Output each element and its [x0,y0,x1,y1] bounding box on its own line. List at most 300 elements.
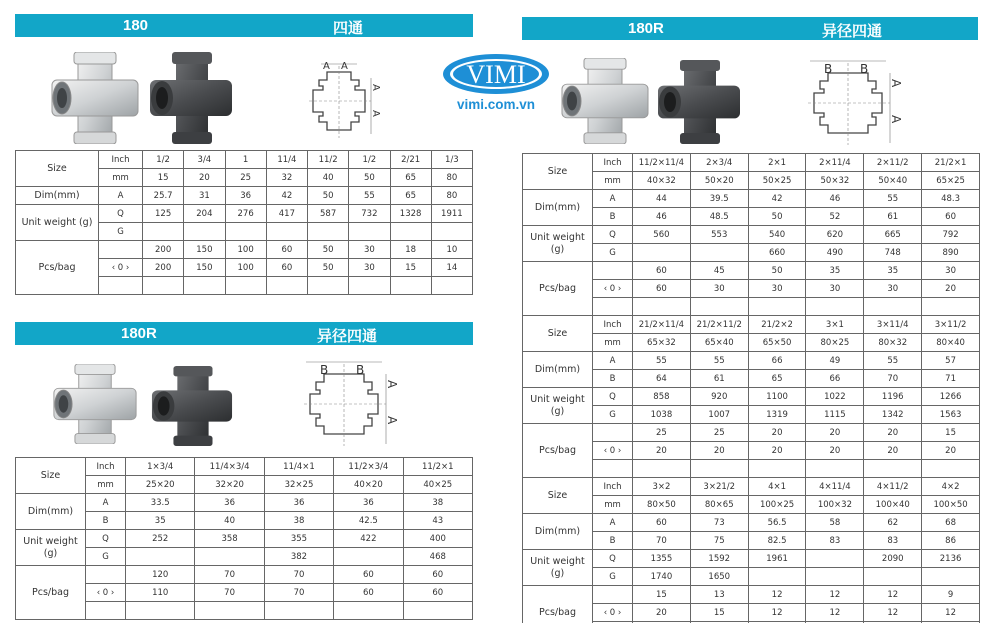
row-weight-q [16,205,473,223]
cell [195,602,264,620]
cell: 748 [864,244,922,262]
cell: 20 [748,442,806,460]
cell: 86 [922,532,980,550]
cell: 40×32 [633,172,691,190]
cell [195,548,264,566]
cell: 858 [633,388,691,406]
pcs-sub-3 [593,298,633,316]
cell: 50 [308,259,349,277]
pcs-sub-3 [99,277,143,295]
cell: 3×11/4 [864,316,922,334]
cell: 80×25 [806,334,864,352]
cell: 46 [806,190,864,208]
cell [349,277,390,295]
cell [266,277,307,295]
cell [390,277,431,295]
cell: 2×11/2 [864,154,922,172]
cell: 30 [806,280,864,298]
cell: 50 [308,187,349,205]
cell [126,602,195,620]
cell: 43 [403,512,472,530]
cell: 39.5 [690,190,748,208]
cell: 33.5 [126,494,195,512]
size-label: Size [523,154,593,190]
weight-label: Unit weight (g) [523,550,593,586]
cell: 20 [922,442,980,460]
cell: 100×25 [748,496,806,514]
cell: 83 [864,532,922,550]
cell: 52 [806,208,864,226]
cell: 382 [264,548,333,566]
cell: 50×20 [690,172,748,190]
cell: 4×11/2 [864,478,922,496]
pcs-label: Pcs/bag [523,262,593,316]
b-label: B [593,208,633,226]
cell: 55 [864,352,922,370]
cell [690,298,748,316]
cell: 3×2 [633,478,691,496]
weight-label: Unit weight (g) [16,530,86,566]
row-inch [523,478,980,496]
black-iron-cross-fitting-photo [656,60,742,144]
cell: 12 [748,586,806,604]
cell: 587 [308,205,349,223]
cell [184,223,225,241]
cell: 55 [690,352,748,370]
cell: 15 [690,604,748,622]
cell: 80×40 [922,334,980,352]
cell: 422 [334,530,403,548]
cell: 70 [195,566,264,584]
cell: 1 [225,151,266,169]
cell: 11/4 [266,151,307,169]
row-inch [16,151,473,169]
a-label: A [593,514,633,532]
svg-text:B: B [824,62,833,76]
cell: 60 [403,566,472,584]
spec-table-180r-right [522,153,980,623]
cell [633,244,691,262]
a-label: A [593,352,633,370]
cell: 65 [748,370,806,388]
cell: 30 [349,241,390,259]
row-pcs-1 [523,262,980,280]
cell: 12 [806,586,864,604]
cell: 55 [349,187,390,205]
cell: 49 [806,352,864,370]
svg-text:A: A [385,380,399,389]
section-code: 180R [628,20,664,37]
cell: 12 [806,604,864,622]
cell: 32×20 [195,476,264,494]
galvanized-cross-fitting-photo [560,58,650,144]
cell: 20 [806,424,864,442]
pcs-sub-1 [593,424,633,442]
q-label: Q [86,530,126,548]
cell: 1022 [806,388,864,406]
vimi-logo [440,52,552,114]
row-dim-a [16,187,473,205]
cell: 36 [334,494,403,512]
cell: 11/4×1 [264,458,333,476]
cell: 2×3/4 [690,154,748,172]
cell: 1115 [806,406,864,424]
cell [184,277,225,295]
size-label: Size [16,458,86,494]
cell: 61 [864,208,922,226]
cell: 11/4×3/4 [195,458,264,476]
pcs-label: Pcs/bag [523,586,593,623]
row-inch [523,316,980,334]
cell: 11/2×3/4 [334,458,403,476]
cell: 890 [922,244,980,262]
dim-label: Dim(mm) [16,187,99,205]
cell: 20 [633,604,691,622]
cell: 42 [748,190,806,208]
cell: 15 [633,586,691,604]
cell: 48.3 [922,190,980,208]
cell: 71 [922,370,980,388]
cell: 200 [143,241,184,259]
size-label: Size [16,151,99,187]
g-label: G [593,568,633,586]
cell [690,244,748,262]
pcs-label: Pcs/bag [16,241,99,295]
section-header-180 [15,14,473,37]
cell: 1342 [864,406,922,424]
cell: 21/2×11/2 [690,316,748,334]
cell: 48.5 [690,208,748,226]
cell: 40×25 [403,476,472,494]
spec-table-180 [15,150,473,295]
cell: 553 [690,226,748,244]
cell [748,568,806,586]
svg-text:A: A [370,84,381,91]
cell [633,460,691,478]
spec-table-180r-left [15,457,473,620]
dim-label: Dim(mm) [16,494,86,530]
cell: 100×50 [922,496,980,514]
cell: 80×65 [690,496,748,514]
section-name-cn: 四通 [333,20,364,37]
cell: 100×40 [864,496,922,514]
a-label: A [86,494,126,512]
pcs-label: Pcs/bag [16,566,86,620]
svg-text:A: A [889,115,903,124]
cell: 1266 [922,388,980,406]
cell: 2090 [864,550,922,568]
cell: 11/2 [308,151,349,169]
cell: 204 [184,205,225,223]
cell: 1740 [633,568,691,586]
inch-label: Inch [99,151,143,169]
pcs-sub-1 [86,566,126,584]
cell: 15 [922,424,980,442]
cell: 70 [633,532,691,550]
cell: 83 [806,532,864,550]
cell: 20 [864,442,922,460]
cell [308,223,349,241]
svg-text:B: B [356,363,365,377]
row-pcs-1 [16,241,473,259]
g-label: G [593,406,633,424]
cell: 792 [922,226,980,244]
row-pcs-1 [16,566,473,584]
cell: 70 [195,584,264,602]
cell: 20 [184,169,225,187]
cell [922,298,980,316]
cell: 66 [806,370,864,388]
cell: 50×32 [806,172,864,190]
cell: 276 [225,205,266,223]
row-weight-q [16,530,473,548]
cell: 36 [264,494,333,512]
cell: 1×3/4 [126,458,195,476]
cell: 60 [266,241,307,259]
cell: 1355 [633,550,691,568]
logo-text: VIMI [466,60,526,89]
cell: 490 [806,244,864,262]
cell [806,298,864,316]
cell: 10 [431,241,472,259]
row-inch [523,154,980,172]
cell: 2×11/4 [806,154,864,172]
dim-label-a: A [341,61,348,72]
cell: 65×40 [690,334,748,352]
inch-label: Inch [593,316,633,334]
cell: 12 [864,604,922,622]
g-label: G [593,244,633,262]
cell: 60 [633,262,691,280]
cell: 55 [633,352,691,370]
cell: 417 [266,205,307,223]
row-weight-q [523,226,980,244]
cell: 30 [690,280,748,298]
cell: 31 [184,187,225,205]
cell: 20 [806,442,864,460]
cell: 1319 [748,406,806,424]
cell: 358 [195,530,264,548]
cell: 150 [184,259,225,277]
pcs-sub-3 [86,602,126,620]
cell: 12 [748,604,806,622]
galvanized-cross-fitting-photo [52,364,138,444]
cell: 1/3 [431,151,472,169]
cell: 12 [922,604,980,622]
cell [225,223,266,241]
cell: 1/2 [143,151,184,169]
cell [864,298,922,316]
cell: 65×50 [748,334,806,352]
cell: 110 [126,584,195,602]
cell: 50×25 [748,172,806,190]
cell: 3×21/2 [690,478,748,496]
cell: 44 [633,190,691,208]
cell: 125 [143,205,184,223]
cell: 21/2×2 [748,316,806,334]
website-url: vimi.com.vn [456,97,536,112]
cell: 61 [690,370,748,388]
row-inch [16,458,473,476]
inch-label: Inch [593,478,633,496]
weight-label: Unit weight (g) [523,226,593,262]
cell: 50 [748,208,806,226]
g-label: G [86,548,126,566]
svg-text:A: A [370,110,381,117]
cell: 66 [748,352,806,370]
b-label: B [593,370,633,388]
cell [225,277,266,295]
cell: 35 [126,512,195,530]
q-label: Q [593,550,633,568]
section-name-cn: 异径四通 [317,328,378,345]
cell: 1100 [748,388,806,406]
cross-dimension-diagram-reducing [806,58,906,148]
cell [748,298,806,316]
cell: 50 [748,262,806,280]
cell: 80 [431,169,472,187]
mm-label: mm [593,334,633,352]
svg-text:A: A [385,416,399,425]
cell: 2×1 [748,154,806,172]
cell: 1961 [748,550,806,568]
cell: 4×11/4 [806,478,864,496]
cell: 30 [864,280,922,298]
cell: 25×20 [126,476,195,494]
pcs-sub-1 [593,262,633,280]
cell: 40 [308,169,349,187]
cell [690,460,748,478]
cell: 60 [266,259,307,277]
black-iron-cross-fitting-photo [150,366,234,446]
cell: 25 [225,169,266,187]
cell [143,277,184,295]
cell: 25 [633,424,691,442]
cell [126,548,195,566]
cell [266,223,307,241]
cell [390,223,431,241]
q-label: Q [593,226,633,244]
svg-text:B: B [320,363,329,377]
cell [308,277,349,295]
row-dim-a [523,190,980,208]
cell: 355 [264,530,333,548]
inch-label: Inch [86,458,126,476]
row-pcs-1 [523,424,980,442]
cell [431,277,472,295]
cell [633,298,691,316]
cell: 30 [748,280,806,298]
cell: 12 [864,586,922,604]
section-code: 180R [121,325,157,342]
cell: 64 [633,370,691,388]
cell: 42.5 [334,512,403,530]
cell: 38 [264,512,333,530]
pcs-sub-1 [99,241,143,259]
cell: 50×40 [864,172,922,190]
b-label: B [86,512,126,530]
cell [922,568,980,586]
cell: 50 [349,169,390,187]
cell: 30 [922,262,980,280]
cell: 20 [633,442,691,460]
cell: 920 [690,388,748,406]
cell: 620 [806,226,864,244]
mm-label: mm [86,476,126,494]
cell [264,602,333,620]
cell: 14 [431,259,472,277]
cell: 75 [690,532,748,550]
pcs-sub-1 [593,586,633,604]
q-label: Q [593,388,633,406]
cell: 65×25 [922,172,980,190]
cell: 13 [690,586,748,604]
cell: 100 [225,259,266,277]
cell [806,550,864,568]
cell: 65 [390,187,431,205]
cell: 2136 [922,550,980,568]
cell: 32×25 [264,476,333,494]
cell [864,460,922,478]
mm-label: mm [99,169,143,187]
cell: 1038 [633,406,691,424]
cell: 100×32 [806,496,864,514]
size-label: Size [523,316,593,352]
cell: 1/2 [349,151,390,169]
mm-label: mm [593,172,633,190]
dim-label: Dim(mm) [523,514,593,550]
cell: 55 [864,190,922,208]
cell [431,223,472,241]
section-header-180r-right [522,17,978,40]
mm-label: mm [593,496,633,514]
cell: 20 [690,442,748,460]
section-header-180r-left [15,322,473,345]
svg-text:A: A [889,79,903,88]
cell: 62 [864,514,922,532]
pcs-sub-2: ‹ 0 › [593,442,633,460]
cell: 65 [390,169,431,187]
weight-label: Unit weight (g) [16,205,99,241]
b-label: B [593,532,633,550]
inch-label: Inch [593,154,633,172]
cell: 150 [184,241,225,259]
cell: 665 [864,226,922,244]
cell: 3/4 [184,151,225,169]
cell: 60 [633,514,691,532]
cell [349,223,390,241]
size-label: Size [523,478,593,514]
cell: 30 [349,259,390,277]
cell: 25 [690,424,748,442]
cell [806,460,864,478]
cell: 120 [126,566,195,584]
cell: 38 [403,494,472,512]
weight-label: Unit weight (g) [523,388,593,424]
cell: 4×1 [748,478,806,496]
cell: 100 [225,241,266,259]
cell: 60 [334,584,403,602]
cell: 70 [264,584,333,602]
cell: 18 [390,241,431,259]
cell: 60 [334,566,403,584]
black-iron-cross-fitting-photo [148,52,234,144]
cell: 1196 [864,388,922,406]
cell: 732 [349,205,390,223]
pcs-sub-2: ‹ 0 › [86,584,126,602]
cell: 68 [922,514,980,532]
cell: 1007 [690,406,748,424]
